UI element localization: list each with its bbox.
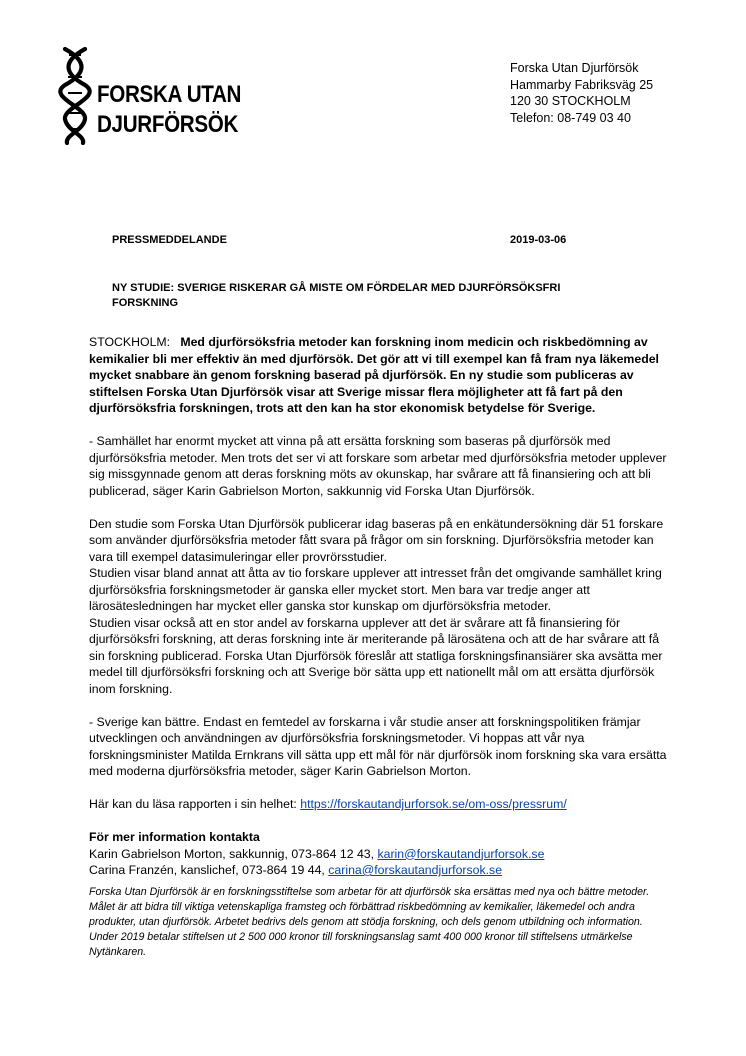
- contact-person-2-email[interactable]: carina@forskautandjurforsok.se: [328, 863, 503, 877]
- lead-text: Med djurförsöksfria metoder kan forskning inom medicin och riskbedömning av kemikalier bli mer effektiv än med djurförsök. Det gör att vi till exempel kan få fram nya läkemedel mycket snabbare än genom forskning baserad på djurförsök. En ny studie som publiceras av stiftelsen Forska Utan Djurförsök visar att Sverige missar flera möjligheter att få fart på den djurförsöksfria forskningen, trots att den kan ha stor ekonomisk betydelse för Sverige.: [89, 335, 659, 415]
- logo-text-line1: FORSKA UTAN: [97, 81, 242, 108]
- paragraph-quote-1: - Samhället har enormt mycket att vinna på att ersätta forskning som baseras på djurförsök med djurförsöksfria metoder. Men trots det ser vi att forskare som arbetar med djurförsöksfria metoder upplever sig missgynnade genom att deras forskning möts av okunskap, har svårare att få finansiering och att bli publicerad, säger Karin Gabrielson Morton, sakkunnig vid Forska Utan Djurförsök.: [89, 434, 667, 498]
- dna-helix-icon: [57, 47, 95, 145]
- address-phone: Telefon: 08-749 03 40: [510, 110, 631, 125]
- contact-person-1-email[interactable]: karin@forskautandjurforsok.se: [377, 846, 545, 861]
- contact-title: För mer information kontakta: [89, 830, 260, 844]
- document-date: 2019-03-06: [510, 234, 567, 246]
- report-text: Här kan du läsa rapporten i sin helhet:: [89, 797, 301, 811]
- paragraph-findings-1: Studien visar bland annat att åtta av tio forskare upplever att intresset från det omgivande samhället kring djurförsöksfria forskningsmetoder är ganska eller mycket stort. Men bara var tredje anger att lärosätesledningen har mycket eller ganska stor kunskap om djurförsöksfria metoder.: [89, 566, 662, 613]
- logo-text-line2: DJURFÖRSÖK: [97, 111, 239, 138]
- paragraph-findings-2: Studien visar också att en stor andel av forskarna upplever att det är svårare att få finansiering för djurförsöksfri forskning, att deras forskning inte är meriterande på lärosätena och att de har svårare att få sin forskning publicerad. Forska Utan Djurförsök föreslår att statliga forskningsfinansiärer ska avsätta mer medel till djurförsöksfri forskning och att Sverige bör sätta upp ett nationellt mål om att ersätta djurförsök inom forskning.: [89, 615, 663, 696]
- contact-person-1-text: Karin Gabrielson Morton, sakkunnig, 073-864 12 43,: [89, 846, 378, 861]
- organization-footer: Forska Utan Djurförsök är en forskningsstiftelse som arbetar för att djurförsök ska ersättas med nya och bättre metoder. Målet är att bidra till viktiga vetenskapliga framsteg och förbättrad riskbedömning av kemikalier, läkemedel och andra produkter, utan djurförsök. Arbetet bedrivs dels genom att stödja forskning, och dels genom utbildning och information. Under 2019 betalar stiftelsen ut 2 500 000 kronor till forskningsanslag samt 400 000 kronor till stiftelsens utmärkelse Nytänkaren.: [89, 885, 650, 958]
- document-type: PRESSMEDDELANDE: [112, 234, 227, 246]
- report-line: [89, 796, 669, 813]
- sender-address: [510, 60, 653, 126]
- contact-person-1: [89, 846, 669, 863]
- address-street: Hammarby Fabriksväg 25: [510, 77, 654, 92]
- paragraph-quote-2: - Sverige kan bättre. Endast en femtedel av forskarna i vår studie anser att forskningspolitiken främjar utvecklingen och användningen av djurförsöksfria forskningsmetoder. Vi hoppas att vår nya forskningsminister Matilda Ernkrans vill sätta upp ett mål för när djurförsök inom forskning ska vara ersätta med moderna djurförsöksfria metoder, säger Karin Gabrielson Morton.: [89, 714, 667, 778]
- lead-location: STOCKHOLM:: [89, 335, 171, 349]
- address-org: Forska Utan Djurförsök: [510, 61, 639, 75]
- press-release-body: [89, 334, 669, 960]
- lead-paragraph: [89, 334, 669, 417]
- contact-person-2-text: Carina Franzén, kanslichef, 073-864 19 44,: [89, 863, 329, 877]
- logo: [57, 47, 242, 145]
- address-city: 120 30 STOCKHOLM: [510, 94, 631, 108]
- contact-block: [89, 829, 669, 879]
- headline: NY STUDIE: SVERIGE RISKERAR GÅ MISTE OM FÖRDELAR MED DJURFÖRSÖKSFRI FORSKNING: [112, 282, 561, 309]
- report-link[interactable]: https://forskautandjurforsok.se/om-oss/pressrum/: [300, 797, 567, 811]
- paragraph-study: Den studie som Forska Utan Djurförsök publicerar idag baseras på en enkätundersökning där 51 forskare som använder djurförsöksfria metoder fått svara på frågor om sin forskning. Djurförsöksfria metoder kan vara till exempel datasimuleringar eller provrörsstudier.: [89, 516, 664, 564]
- contact-person-2: [89, 862, 669, 879]
